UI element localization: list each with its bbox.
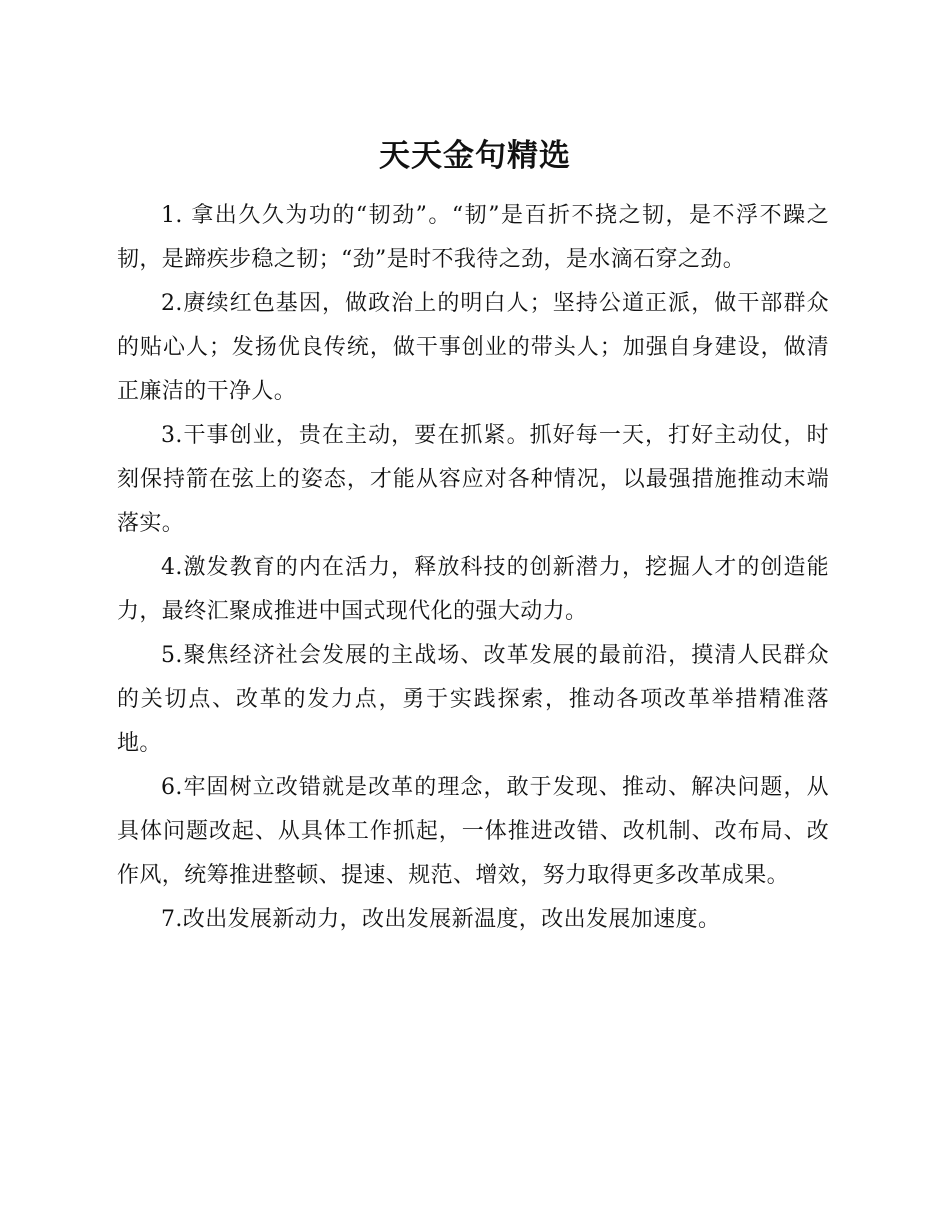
- document-body: [117, 194, 829, 942]
- page-title: 天天金句精选: [379, 138, 571, 174]
- quote-paragraph-5: 5.聚焦经济社会发展的主战场、改革发展的最前沿，摸清人民群众的关切点、改革的发力点，勇于实践探索，推动各项改革举措精准落地。: [117, 643, 829, 756]
- quote-paragraph-2: 2.赓续红色基因，做政治上的明白人；坚持公道正派，做干部群众的贴心人；发扬优良传统，做干事创业的带头人；加强自身建设，做清正廉洁的干净人。: [117, 291, 829, 404]
- quote-paragraph-3: 3.干事创业，贵在主动，要在抓紧。抓好每一天，打好主动仗，时刻保持箭在弦上的姿态，才能从容应对各种情况，以最强措施推动末端落实。: [117, 423, 829, 536]
- quote-paragraph-7: 7.改出发展新动力，改出发展新温度，改出发展加速度。: [161, 907, 721, 932]
- quote-paragraph-1: 1. 拿出久久为功的“韧劲”。“韧”是百折不挠之韧，是不浮不躁之韧，是蹄疾步稳之韧；“劲”是时不我待之劲，是水滴石穿之劲。: [117, 203, 829, 272]
- quote-paragraph-4: 4.激发教育的内在活力，释放科技的创新潜力，挖掘人才的创造能力，最终汇聚成推进中国式现代化的强大动力。: [117, 555, 829, 624]
- quote-paragraph-6: 6.牢固树立改错就是改革的理念，敢于发现、推动、解决问题，从具体问题改起、从具体工作抓起，一体推进改错、改机制、改布局、改作风，统筹推进整顿、提速、规范、增效，努力取得更多改革成果。: [117, 775, 829, 888]
